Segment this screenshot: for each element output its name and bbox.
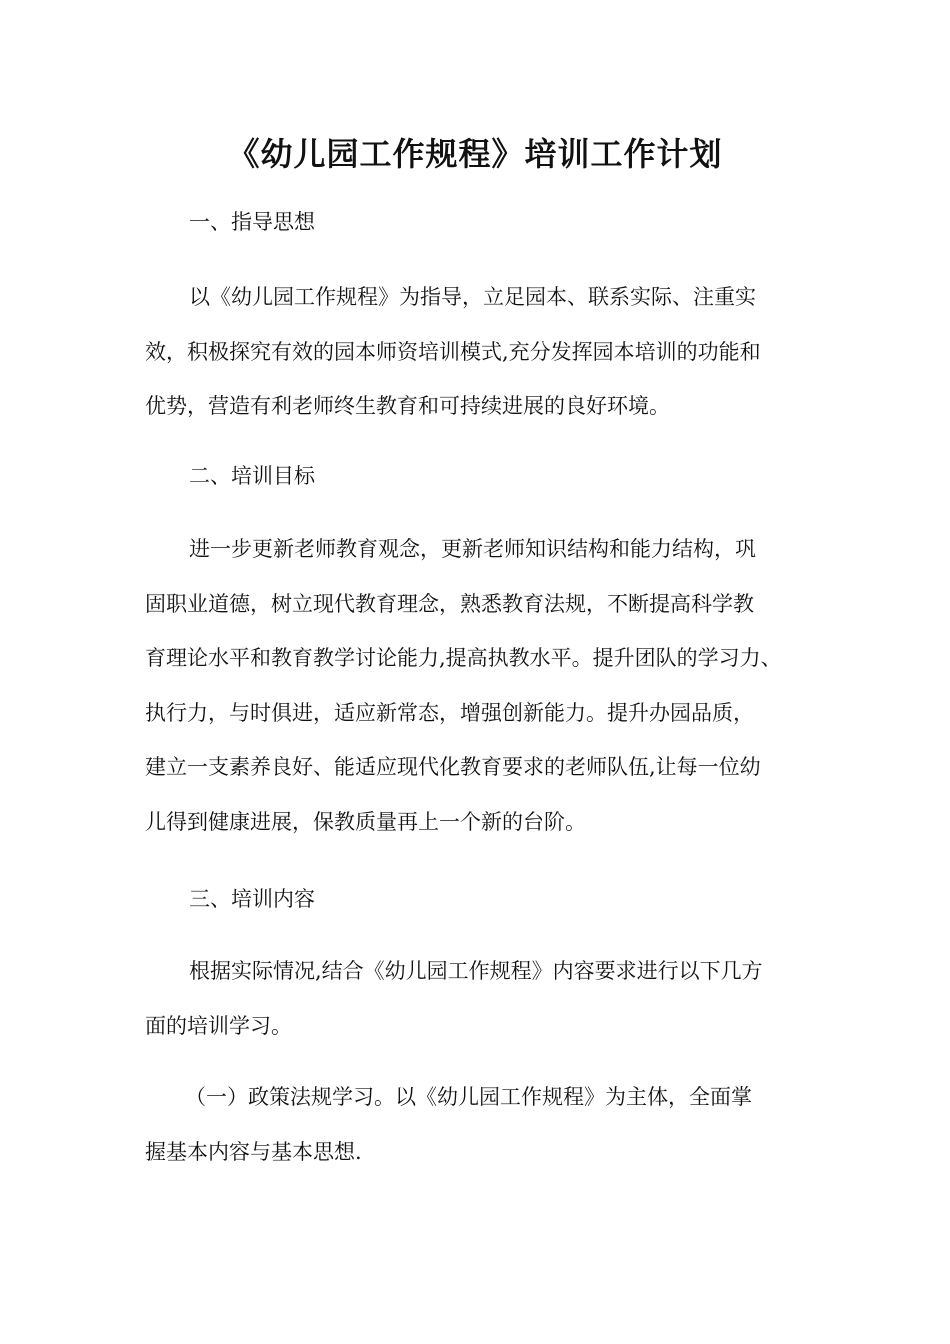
document-title: 《幼儿园工作规程》培训工作计划: [227, 135, 723, 173]
paragraph-line: 固职业道德，树立现代教育理念，熟悉教育法规，不断提高科学教: [145, 591, 754, 616]
paragraph-line: 握基本内容与基本思想.: [145, 1139, 362, 1164]
paragraph-policy-study: [145, 1070, 825, 1179]
paragraph-line: 育理论水平和教育教学讨论能力,提高执教水平。提升团队的学习力、: [145, 646, 782, 670]
paragraph-line: 建立一支素养良好、能适应现代化教育要求的老师队伍,让每一位幼: [145, 755, 761, 779]
paragraph-guiding-ideology: [145, 270, 825, 434]
paragraph-training-content: [145, 944, 825, 1053]
section-heading-training-content: 三、培训内容: [189, 887, 315, 911]
paragraph-line: 进一步更新老师教育观念，更新老师知识结构和能力结构，巩: [189, 537, 756, 561]
paragraph-line: 儿得到健康进展，保教质量再上一个新的台阶。: [145, 809, 586, 834]
paragraph-line: （一）政策法规学习。以《幼儿园工作规程》为主体，全面掌: [185, 1085, 752, 1109]
section-heading-training-goals: 二、培训目标: [189, 464, 315, 488]
paragraph-line: 根据实际情况,结合《幼儿园工作规程》内容要求进行以下几方: [189, 959, 763, 983]
paragraph-line: 执行力，与时俱进，适应新常态，增强创新能力。提升办园品质，: [145, 700, 754, 725]
paragraph-line: 面的培训学习。: [145, 1013, 292, 1038]
paragraph-line: 以《幼儿园工作规程》为指导，立足园本、联系实际、注重实: [189, 285, 756, 309]
paragraph-line: 效，积极探究有效的园本师资培训模式,充分发挥园本培训的功能和: [145, 339, 761, 364]
paragraph-training-goals: [145, 522, 845, 849]
section-heading-guiding-ideology: 一、指导思想: [189, 210, 315, 234]
paragraph-line: 优势，营造有利老师终生教育和可持续进展的良好环境。: [145, 394, 670, 418]
